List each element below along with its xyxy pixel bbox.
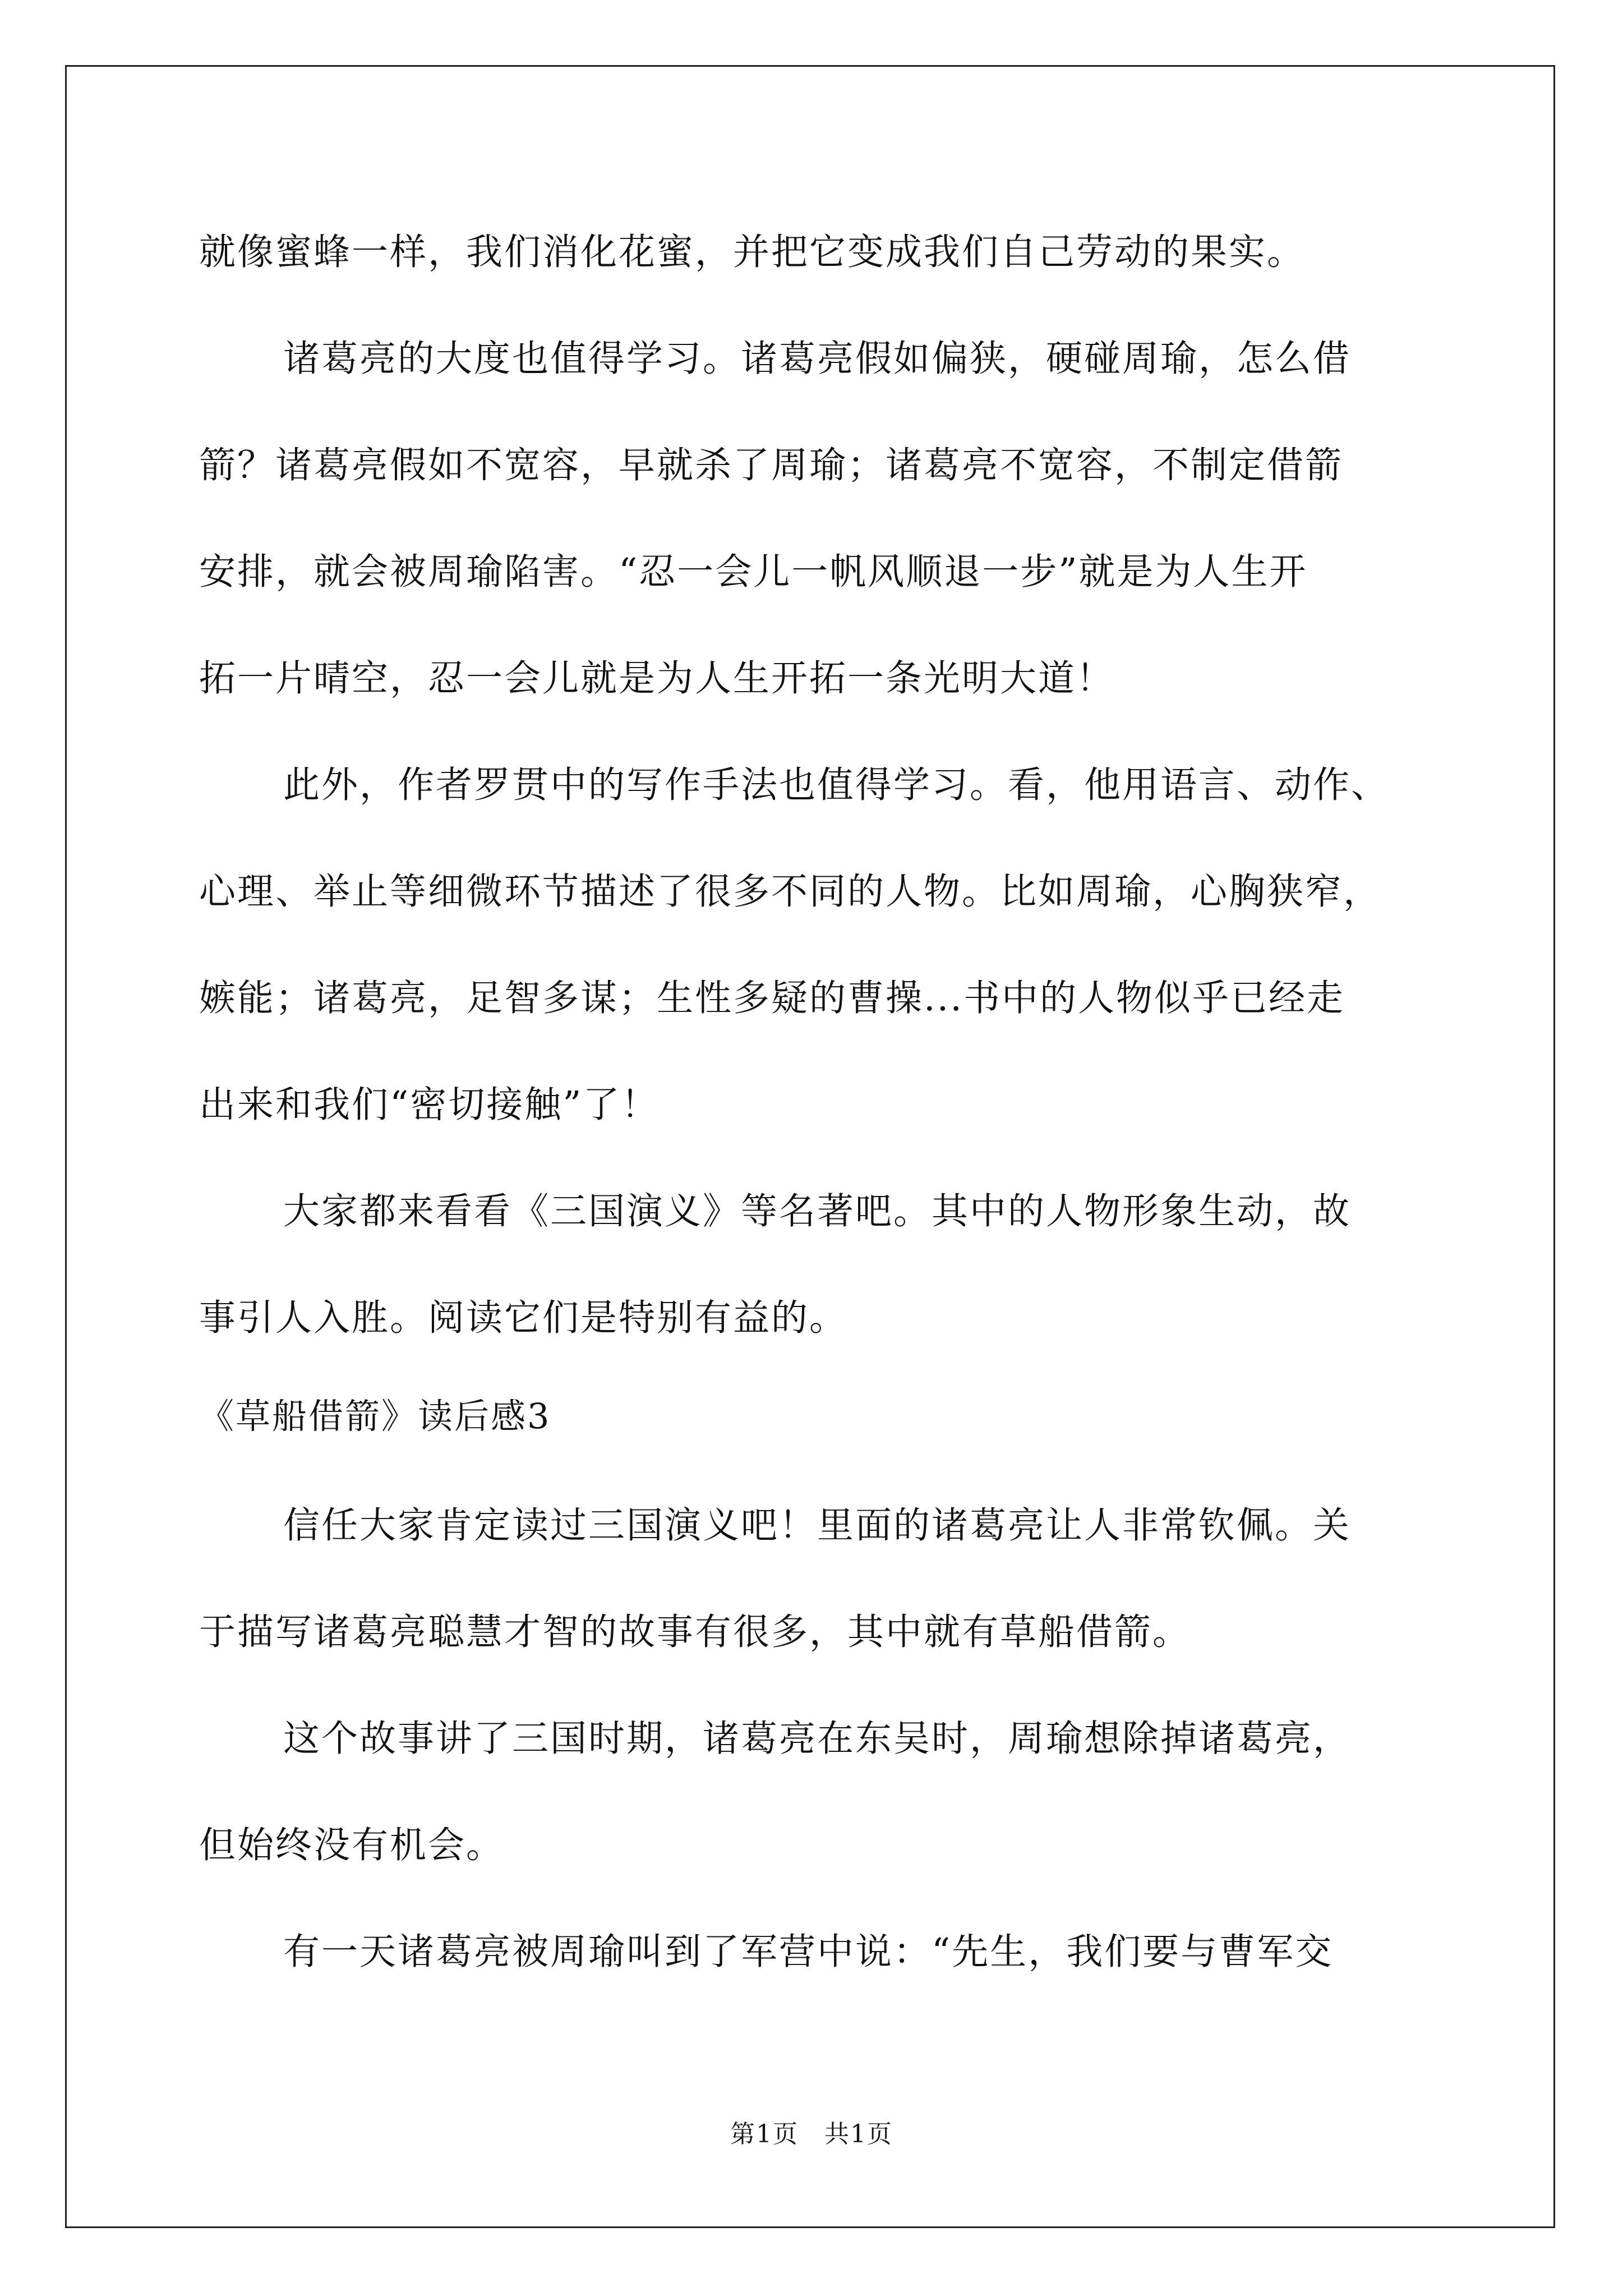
- text-line: 大家都来看看《三国演义》等名著吧。其中的人物形象生动，故: [283, 1190, 1352, 1232]
- text-line: 事引人入胜。阅读它们是特别有益的。: [199, 1297, 848, 1339]
- section-heading: 《草船借箭》读后感3: [199, 1396, 551, 1437]
- text-line: 箭？诸葛亮假如不宽容，早就杀了周瑜；诸葛亮不宽容，不制定借箭: [199, 444, 1344, 486]
- text-line: 这个故事讲了三国时期，诸葛亮在东吴时，周瑜想除掉诸葛亮，: [283, 1718, 1352, 1760]
- text-line: 有一天诸葛亮被周瑜叫到了军营中说：“先生，我们要与曹军交: [283, 1931, 1334, 1973]
- text-line: 但始终没有机会。: [199, 1824, 505, 1866]
- text-line: 信任大家肯定读过三国演义吧！里面的诸葛亮让人非常钦佩。关: [283, 1504, 1352, 1547]
- text-line: 就像蜜蜂一样，我们消化花蜜，并把它变成我们自己劳动的果实。: [199, 231, 1306, 273]
- page-footer: 第1页 共1页: [730, 2120, 893, 2148]
- text-line: 诸葛亮的大度也值得学习。诸葛亮假如偏狭，硬碰周瑜，怎么借: [283, 338, 1352, 380]
- text-line: 嫉能；诸葛亮，足智多谋；生性多疑的曹操...书中的人物似乎已经走: [199, 977, 1345, 1019]
- text-line: 安排，就会被周瑜陷害。“忍一会儿一帆风顺退一步”就是为人生开: [199, 551, 1308, 593]
- text-line: 出来和我们“密切接触”了！: [199, 1084, 660, 1126]
- text-line: 此外，作者罗贯中的写作手法也值得学习。看，他用语言、动作、: [283, 764, 1390, 806]
- text-line: 于描写诸葛亮聪慧才智的故事有很多，其中就有草船借箭。: [199, 1611, 1191, 1653]
- text-line: 心理、举止等细微环节描述了很多不同的人物。比如周瑜，心胸狭窄，: [199, 871, 1382, 913]
- text-line: 拓一片晴空，忍一会儿就是为人生开拓一条光明大道！: [199, 657, 1115, 700]
- page-border: [65, 65, 1555, 2228]
